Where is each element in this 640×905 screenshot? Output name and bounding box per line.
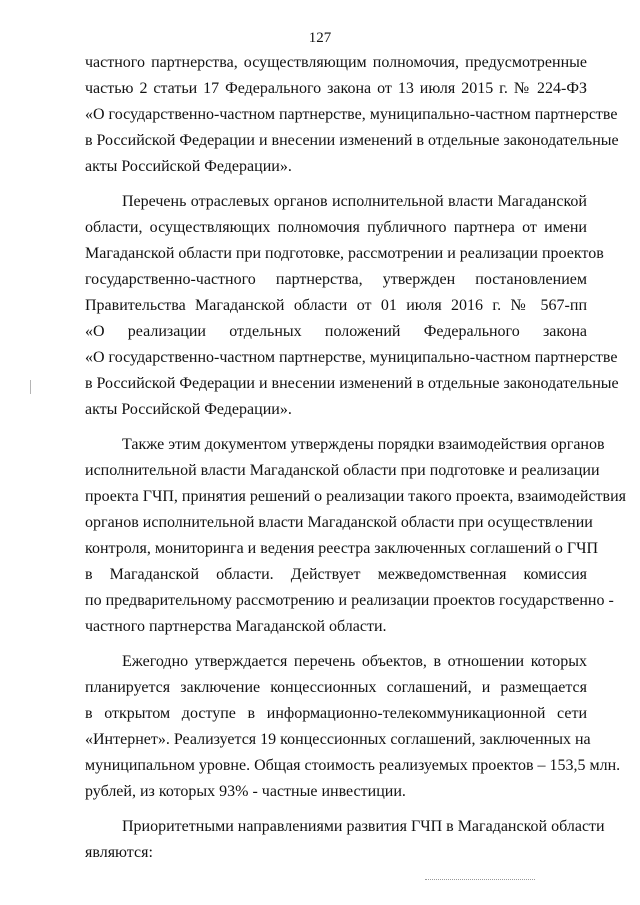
text-line: органов исполнительной власти Магаданской области при осуществлении [85,514,593,531]
text-line: проекта ГЧП, принятия решений о реализации такого проекта, взаимодействия [85,488,626,505]
text-line: государственно-частного партнерства, утвержден постановлением [85,271,587,288]
text-line: «О реализации отдельных положений Федерального закона [85,323,587,340]
paragraph [85,189,619,423]
page-number: 127 [308,30,332,46]
text-line: акты Российской Федерации». [85,401,292,418]
text-line: «О государственно-частном партнерстве, муниципально-частном партнерстве [85,349,618,366]
document-body [85,50,626,866]
text-line: в Российской Федерации и внесении изменений в отдельные законодательные [85,375,619,392]
text-line: муниципальном уровне. Общая стоимость реализуемых проектов – 153,5 млн. [85,757,621,774]
text-line: в Российской Федерации и внесении изменений в отдельные законодательные [85,132,619,149]
text-line: Перечень отраслевых органов исполнительной власти Магаданской [122,193,587,210]
text-line: Приоритетными направлениями развития ГЧП в Магаданской области [122,818,605,835]
text-line: «Интернет». Реализуется 19 концессионных соглашений, заключенных на [85,731,591,748]
margin-scan-mark [30,380,31,394]
text-line: Правительства Магаданской области от 01 июля 2016 г. № 567-пп [85,297,587,314]
text-line: контроля, мониторинга и ведения реестра заключенных соглашений о ГЧП [85,540,599,557]
text-line: в открытом доступе в информационно-телекоммуникационной сети [85,705,587,722]
text-line: по предварительному рассмотрению и реализации проектов государственно - [85,592,614,609]
text-line: «О государственно-частном партнерстве, муниципально-частном партнерстве [85,106,618,123]
text-line: являются: [85,844,153,861]
paragraph [85,432,626,640]
text-line: частью 2 статьи 17 Федерального закона от 13 июля 2015 г. № 224-ФЗ [85,80,587,97]
text-line: планируется заключение концессионных соглашений, и размещается [85,679,587,696]
text-line: в Магаданской области. Действует межведомственная комиссия [85,566,587,583]
text-line: области, осуществляющих полномочия публичного партнера от имени [85,219,587,236]
text-line: акты Российской Федерации». [85,158,292,175]
text-line: рублей, из которых 93% - частные инвестиции. [85,783,406,800]
text-line: частного партнерства Магаданской области. [85,618,387,635]
text-line: Магаданской области при подготовке, рассмотрении и реализации проектов [85,245,604,262]
paragraph [85,50,619,180]
paragraph [85,814,605,866]
text-line: исполнительной власти Магаданской области при подготовке и реализации [85,462,600,479]
text-line: Также этим документом утверждены порядки взаимодействия органов [122,436,605,453]
footer-scan-mark [425,879,535,881]
text-line: Ежегодно утверждается перечень объектов, в отношении которых [122,653,587,670]
paragraph [85,649,621,805]
text-line: частного партнерства, осуществляющим полномочия, предусмотренные [85,54,587,71]
